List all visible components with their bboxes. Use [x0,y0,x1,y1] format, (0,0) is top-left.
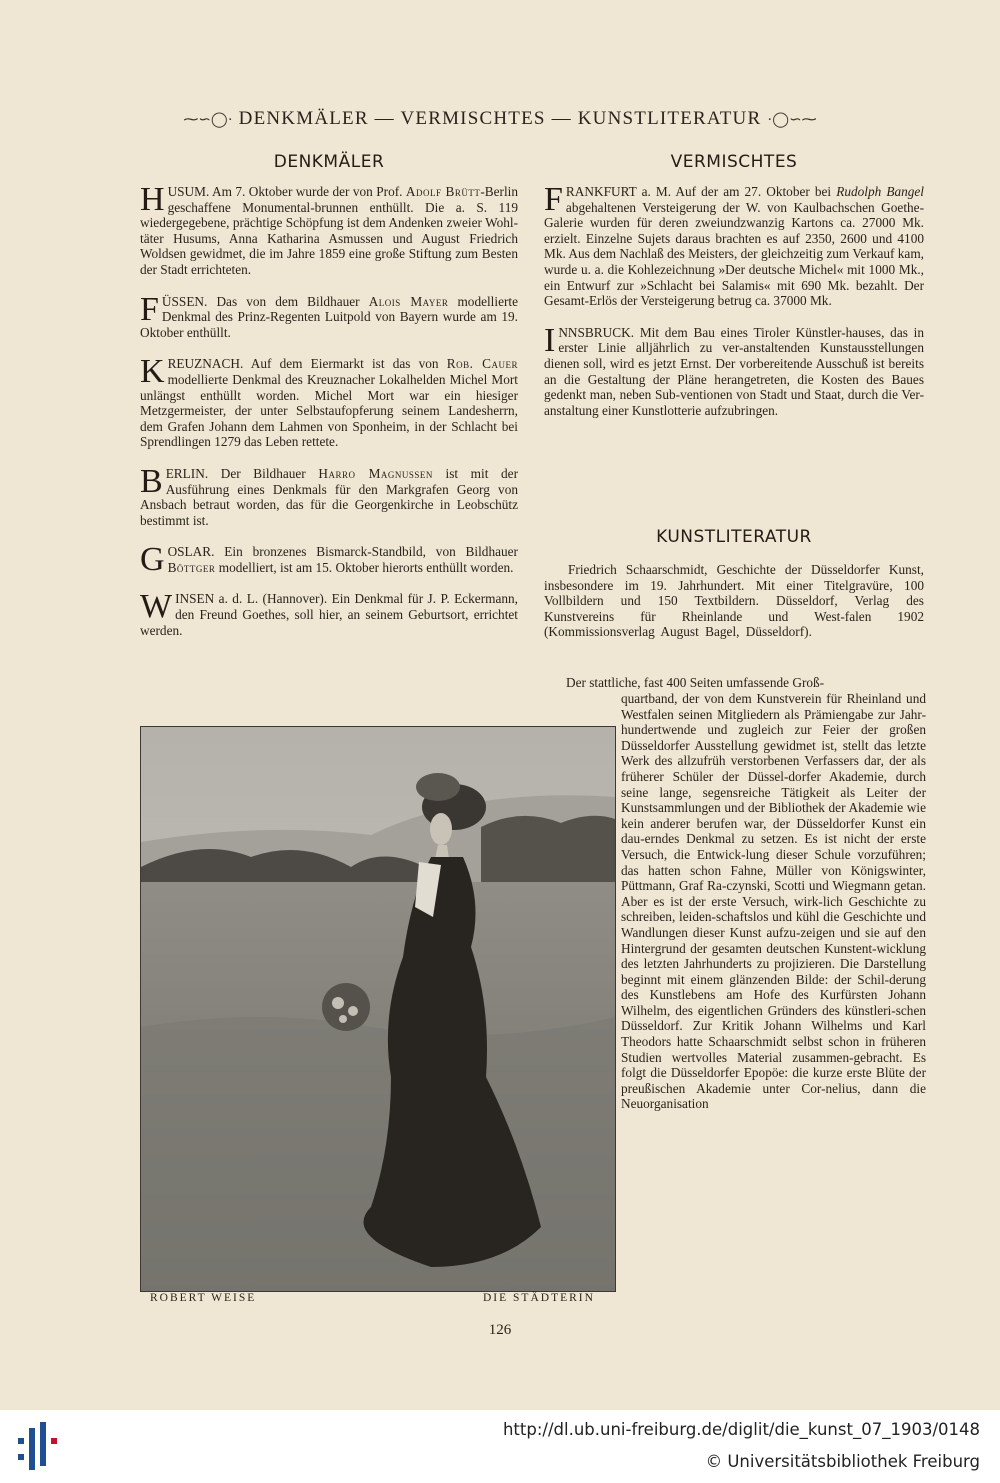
caption-artist: ROBERT WEISE [150,1292,257,1304]
painting-die-staedterin [140,726,616,1292]
denkmal-paragraph [140,181,518,278]
review-text: quartband, der von dem Kunstverein für Rheinland und Westfalen seinen Mitgliedern als Prämiengabe zur Jahr-hundertwende und zugleich zur Feier der großen Düsseldorfer Ausstellung gewidmet ist, stellt das letzte Werk des allzufrüh verstorbenen Verfassers dar, der als früherer Schüler der Düssel-dorfer Akademie, durch seine lange, segensreiche Tätigkeit als Leiter der Kunstsammlungen und der Bibliothek der Akademie wie kein anderer berufen war, der Düsseldorfer Kunst ein dau-erndes Denkmal zu setzen. Es ist nicht der erste Versuch, die Entwick-lung dieser Schule vorzuführen; das hatten schon Fahne, Müller von Königswinter, Püttmann, Graf Ra-czynski, Scotti und Wiegmann getan. Aber es ist der erste Versuch, wirk-lich Geschichte zu schreiben, leiden-schaftslos und kühl die Geschichte und Wandlungen dieser Kunst aufzu-zeigen und sie auf den Hintergrund der gesamten deutschen Kunstent-wicklung des letzten Jahrhunderts zu projizieren. Die Darstellung beginnt mit einem glänzenden Bilde: der Schil-derung des Kunstlebens am Hofe des Kurfürsten Johann Wilhelm, des eigentlichen Gründers des künstleri-schen Düsseldorf. Zur Kritik Johann Wilhelms und Karl Theodors hatte Schaarschmidt selbst schon in früheren Studien wertvolles Material zusammen-gebracht. Es folgt die Düsseldorfer Epopöe: die kurze erste Blüte der preußischen Akademie unter Cor-nelius, dann die Neuorganisation [621,691,926,1112]
paragraph-text: USUM. Am 7. Oktober wurde der von Prof. Adolf Brütt-Berlin geschaffene Monumental-brunnen enthüllt. Die a. S. 119 wiedergegebene, prächtige Schöpfung ist dem Andenken zweier Wohl-täter Husums, Anna Katharina Asmussen und August Friedrich Woldsen gewidmet, die im Jahre 1859 eine große Stiftung zum Besten der Stadt errichteten. [140,184,518,277]
denkmal-paragraph [140,541,518,579]
section-title-kunstliteratur: KUNSTLITERATUR [656,527,812,547]
book-entry: Friedrich Schaarschmidt, Geschichte der Düsseldorfer Kunst, insbesondere im 19. Jahrhundert. Mit einer Titelgravüre, 100 Vollbildern und 150 Textbildern. Düsseldorf, Verlag des Kunstvereins für Rheinlande und West-falen 1902 (Kommissionsverlag August Bagel, Düsseldorf). [544,562,924,640]
paragraph-text: NNSBRUCK. Mit dem Bau eines Tiroler Künstler-hauses, das in erster Linie alljährlich zu ver-anstaltenden Kunstausstellungen dienen soll, wird es jetzt Ernst. Der vorbereitende Ausschuß ist bereits an die Gestaltung der Pläne herangetreten, die Kosten des Baues gedenkt man, neben Sub-ventionen von Stadt und Staat, durch die Ver-anstaltung einer Kunstlotterie aufzubringen. [544,324,924,418]
section-title-denkmaeler: DENKMÄLER [273,152,385,172]
paragraph-text: RANKFURT a. M. Auf der am 27. Oktober bei Rudolph Bangel abgehaltenen Versteigerung der W. von Kaulbachschen Goethe-Galerie wurden für deren zweiundzwanzig Kartons ca. 27000 Mk. erzielt. Einzelne Sujets daraus brachten es auf 2350, 2600 und 4100 Mk. Aus dem Nachlaß des Meisters, der gleichzeitig zum Verkauf kam, wurde u. a. die Kohlezeichnung »Der deutsche Michel« mit 1000 Mk., ein Entwurf zur »Schlacht bei Salamis« mit 690 Mk. bezahlt. Der Gesamt-Erlös der Versteigerung betrug ca. 37000 Mk. [544,184,924,309]
painting-illustration [141,727,615,1291]
denkmal-paragraph [140,353,518,450]
denkmal-paragraph [140,290,518,341]
source-url-link[interactable]: http://dl.ub.uni-freiburg.de/diglit/die_kunst_07_1903/0148 [502,1420,980,1439]
ornament-left-icon: ⁓∽◯· [183,112,233,128]
drop-initial: H [140,181,165,218]
paragraph-text: ERLIN. Der Bildhauer Harro Magnussen ist mit der Ausführung eines Denkmals für den Markgrafen Georg von Ansbach betraut worden, das für die Georgenkirche in Leobschütz bestimmt ist. [140,465,519,528]
drop-initial: G [140,541,165,579]
drop-initial: K [140,353,165,391]
paragraph-text: OSLAR. Ein bronzenes Bismarck-Standbild, von Bildhauer Böttger modelliert, ist am 15. Oktober hierorts enthüllt worden. [167,544,518,575]
vermischtes-paragraph [544,181,924,309]
running-head-text: DENKMÄLER — VERMISCHTES — KUNSTLITERATUR [238,108,762,129]
section-title-vermischtes: VERMISCHTES [670,152,798,172]
denkmal-paragraph [140,588,518,638]
running-head [0,108,1000,130]
caption-title: DIE STÄDTERIN [483,1292,595,1304]
page-number: 126 [488,1322,512,1338]
drop-initial: F [140,290,159,328]
ub-freiburg-logo-icon [14,1418,66,1476]
vermischtes-column [544,181,924,434]
copyright-notice: © Universitätsbibliothek Freiburg [705,1452,980,1471]
library-footer [0,1410,1000,1483]
paragraph-text: REUZNACH. Auf dem Eiermarkt ist das von Rob. Cauer modellierte Denkmal des Kreuznacher Lokalhelden Michel Mort unlängst enthüllt worden. Michel Mort war ein hiesiger Metzgermeister, der unter Selbstaufopferung seinem Landesherrn, dem Grafen Johann dem Lahmen von Sponheim, in der Schlacht bei Sprendlingen 1279 das Leben rettete. [140,356,518,450]
paragraph-text: ÜSSEN. Das von dem Bildhauer Alois Mayer modellierte Denkmal des Prinz-Regenten Luitpold von Bayern wurde am 19. Oktober enthüllt. [140,293,518,340]
paragraph-text: INSEN a. d. L. (Hannover). Ein Denkmal für J. P. Eckermann, den Freund Goethes, soll hier, an seinem Geburtsort, errichtet werden. [140,591,518,638]
drop-initial: F [544,181,563,218]
review-first-line: Der stattliche, fast 400 Seiten umfassende Groß- [566,675,825,690]
drop-initial: I [544,321,556,359]
vermischtes-paragraph [544,321,924,419]
denkmaeler-column [140,181,519,654]
drop-initial: B [140,462,163,500]
ornament-right-icon: ·◯∽⁓ [767,112,817,128]
denkmal-paragraph [140,462,519,528]
drop-initial: W [140,588,173,626]
